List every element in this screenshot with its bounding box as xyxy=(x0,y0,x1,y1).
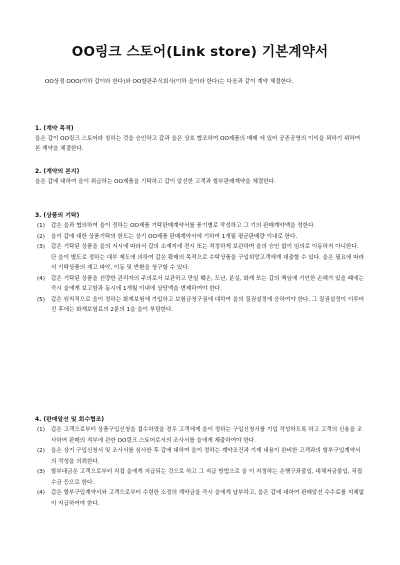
item-text: 을은 상기 구입신청서 및 조사서를 심사한 후 갑에 대하여 을이 정하는 계약조건과 기재 내용이 완비한 고객과의 할부구입계약서의 작성을 의뢰한다. xyxy=(51,448,361,465)
list-item xyxy=(35,488,365,509)
list-item xyxy=(35,274,365,295)
list-item xyxy=(35,221,365,232)
item-text: 을이 갑에 대한 상품기탁의 한도는 상기 OO제품 판매계약서에 기하여 1개월 평균판매량 이내로 한다. xyxy=(51,233,298,240)
item-number: (3) xyxy=(37,469,45,475)
intro-paragraph: OO상점 OOO(이하 갑이라 한다)와 OO할판주식회사(이하 을이라 한다)는 다음과 같이 계약 체결한다. xyxy=(45,79,294,85)
item-text: 할부대금은 고객으로부터 직접 을에게 지급되는 것으로 하고 그 지급 방법으로 을 이 지정하는 은행구좌불입, 대체저금불입, 직접 수금 등으로 한다. xyxy=(51,469,363,486)
section-2 xyxy=(35,167,365,187)
section-heading: 3. (상품의 기탁) xyxy=(35,213,80,219)
section-items xyxy=(35,425,365,509)
section-body: 을은 갑에 대하여 을이 취급하는 OO제품을 기탁하고 갑이 알선한 고객과 할부판매계약을 체결한다. xyxy=(35,179,276,185)
item-number: (1) xyxy=(37,427,45,433)
item-text: 갑은 할부구입계약서와 고객으로부터 수령한 소정의 계약금을 즉시 을에게 납부하고, 을은 갑에 대하여 판매알선 수수료를 지체없이 지급하여야 한다. xyxy=(51,490,365,507)
section-items xyxy=(35,221,365,316)
section-body: 을은 갑이 OO링크 스토어라 칭하는 것을 승인하고 갑과 을은 상호 협조하여 OO제품의 매매 에 있어 공존공영의 이익을 꾀하기 위하여 본 계약을 체결한다. xyxy=(35,136,361,153)
item-text: 갑은 고객으로부터 상품구입신청을 접수하였을 경우 고객에게 을이 정하는 구입신청서를 기입 작성하도록 하고 고객의 신용을 조사하여 판매의 적부에 관한 OO링크 스토어로서의 조사서를 을에게 제출하여야 한다. xyxy=(51,427,363,444)
item-number: (5) xyxy=(37,296,45,303)
list-item xyxy=(35,295,365,316)
list-item xyxy=(35,446,365,467)
item-number: (1) xyxy=(37,223,45,229)
list-item xyxy=(35,232,365,243)
section-4 xyxy=(35,415,365,509)
item-text: 갑은 기탁된 상품을 을의 지시에 따라서 갑의 소재지에 전시 또는 적정하게 보관하며 을의 승인 없이 임의로 이동하지 아니한다. 단 을이 별도로 정하는 대부 제도에 의하여 갑은 확매의 목적으로 수탁상품을 구입희망고객에게 대출할 수 있다. 을은 필요에 따라서 기탁상품의 재고 파악, 이동 및 반환을 청구할 수 있다. xyxy=(51,244,364,271)
section-heading: 2. (계약의 본지) xyxy=(35,169,80,175)
section-3 xyxy=(35,211,365,316)
section-heading: 1. (계약 목적) xyxy=(35,126,74,132)
list-item xyxy=(35,467,365,488)
section-heading: 4. (판매알선 및 회수협조) xyxy=(35,417,105,423)
item-number: (2) xyxy=(37,448,45,454)
item-number: (4) xyxy=(37,490,45,496)
item-text: 갑은 을과 협의하여 을이 정하는 OO제품 기탁판매계약서를 풍기별로 작성하고 그 기의 판매계약액을 정한다. xyxy=(51,223,316,229)
section-1 xyxy=(35,124,365,155)
list-item xyxy=(35,425,365,446)
item-number: (2) xyxy=(37,233,45,240)
item-text: 갑은 원칙적으로 을이 정하는 화재보험에 가입하고 보험금청구권에 대하여 을의 질권설정에 응하여야 한다. 그 질권설정이 이루어진 후에는 화재보험료의 2분의 1을 을이 부담한다. xyxy=(51,296,365,313)
item-text: 갑은 기탁된 상품을 선량한 관리자의 주의로서 보관하고 만일 훼손, 도난, 분실, 화재 또는 갑의 책임에 기인한 손해가 있을 때에는 즉시 을에게 보고함과 동시에 1개월 이내에 상당액을 변제하여야 한다. xyxy=(51,275,364,292)
document-title: OO링크 스토어(Link store) 기본계약서 xyxy=(71,44,329,60)
item-number: (4) xyxy=(37,275,45,282)
item-number: (3) xyxy=(37,244,45,250)
list-item xyxy=(35,242,365,274)
